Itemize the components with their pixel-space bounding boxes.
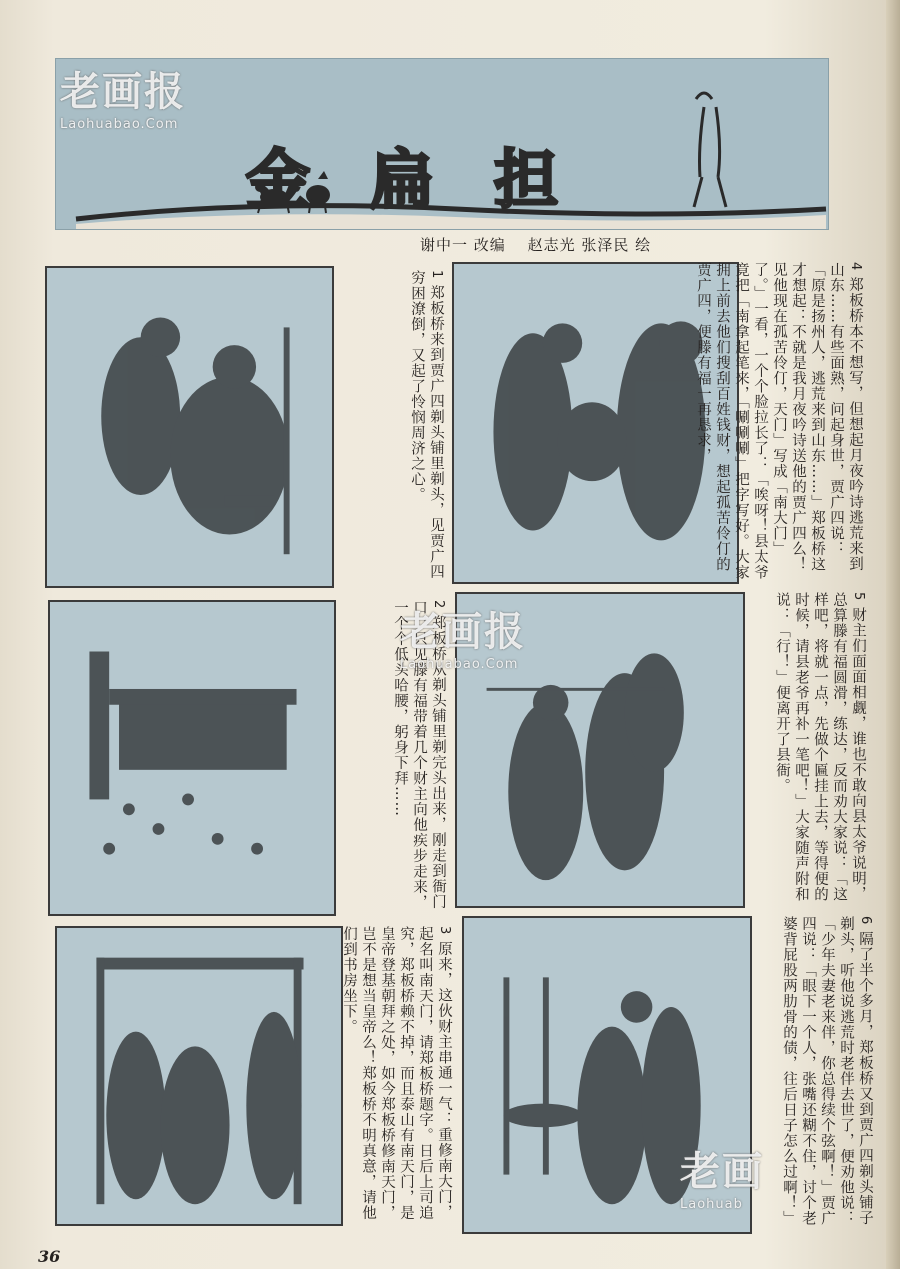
comic-panel-2 — [48, 600, 336, 916]
page-number: 36 — [38, 1247, 61, 1266]
comic-panel-3 — [55, 926, 343, 1226]
comic-panel-1 — [45, 266, 334, 588]
page-title: 金扁担 — [246, 143, 618, 218]
page-fold-shadow — [886, 0, 900, 1269]
panel-3-illustration — [57, 928, 341, 1224]
panel-2-illustration — [50, 602, 334, 914]
credits-line — [420, 234, 667, 255]
watermark-top: 老画报 Laohuabao.Com — [60, 69, 186, 132]
panel-3-caption: 3原来，这伙财主串通一气：重修南大门，起名叫南天门，请郑板桥题字。日后上司追究，郑板桥赖不掉，而且泰山有南天门，是皇帝登基朝拜之处，如今郑板桥修南天门，岂不是想当皇帝么！郑板桥不明真意，请他们到书房坐下。 — [341, 926, 452, 1221]
adapter-credit: 谢中一 改编 — [420, 236, 506, 254]
watermark-middle: 老画报 Laohuabao.Com — [400, 609, 526, 672]
panel-4-caption: 4郑板桥本不想写，但想起月夜吟诗逃荒来到山东……有些面熟，问起身世，贾广四说：「原是扬州人，逃荒来到山东……」郑板桥这才想起：不就是我月夜吟诗送他的贾广四么！见他现在孤苦伶仃，天门」写成「南大门」了。」一看，一个个脸拉长了：「唉呀！县太爷竟把「南拿起笔来，「唰唰唰」把字写好。大家拥上前去他们搜刮百姓钱财，想起孤苦伶仃的贾广四，便滕有福一再恳求， — [695, 262, 863, 581]
artist-credit: 赵志光 张泽民 绘 — [527, 236, 652, 254]
watermark-bottom: 老画 Laohuab — [680, 1149, 764, 1212]
panel-5-caption: 5财主们面面相觑，谁也不敢向县太爷说明，总算滕有福圆滑，练达，反而劝大家说：「这样吧，将就一点，先做个匾挂上去，等得便的时候，请县老爷再补一笔吧！」大家随声附和说：「行！」便离开了县衙。 — [774, 592, 866, 902]
panel-6-caption: 6隔了半个多月，郑板桥又到贾广四剃头铺子剃头，听他说逃荒时老伴去世了，便劝他说：「少年夫妻老来伴，你总得续个弦啊！」贾广四说：「眼下一个人，张嘴还糊不住，讨个老婆背屁股两肋骨的债，往后日子怎么过啊！」 — [781, 916, 873, 1226]
panel-1-caption: 1郑板桥来到贾广四剃头铺里剃头，见贾广四穷困潦倒，又起了怜悯周济之心。 — [409, 270, 444, 580]
panel-1-illustration — [47, 268, 332, 586]
panel-2-caption: 2郑板桥从剃头铺里剃完头出来，刚走到衙门口，只见滕有福带着几个财主向他疾步走来，一个个低头哈腰，躬身下拜…… — [392, 600, 446, 910]
